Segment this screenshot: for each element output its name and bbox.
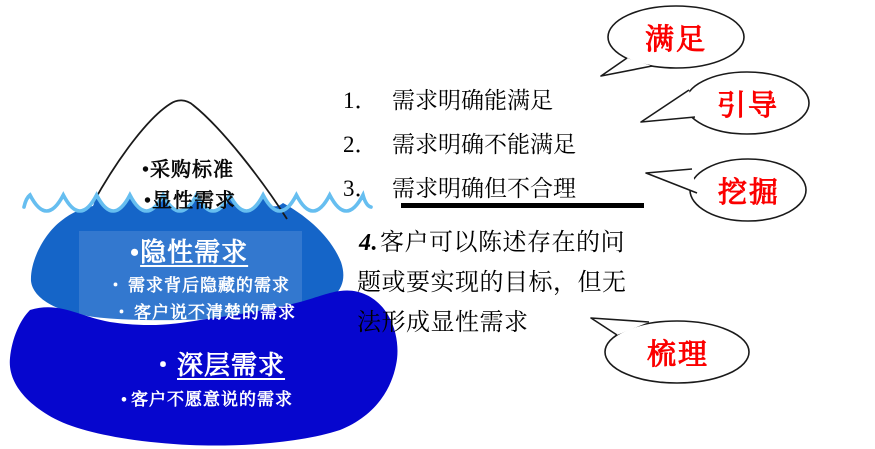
tip-label-text: 采购标准 bbox=[150, 159, 235, 181]
bullet-icon: • bbox=[130, 238, 141, 267]
deep-layer-title-text: 深层需求 bbox=[177, 351, 286, 380]
list-item-1-number: 1． bbox=[343, 88, 378, 113]
bullet-icon: ・ bbox=[107, 276, 125, 295]
note-line-1-text: 客户可以陈述存在的问 bbox=[380, 230, 625, 256]
list-item-2-text: 需求明确不能满足 bbox=[392, 132, 576, 157]
deep-layer-sub1 bbox=[121, 385, 293, 410]
bubble-label-yindao: 引导 bbox=[716, 89, 780, 122]
bullet-icon: ・ bbox=[150, 351, 178, 380]
note-line-2-text: 题或要实现的目标，但无 bbox=[357, 270, 627, 296]
bullet-icon: ・ bbox=[113, 303, 131, 322]
bubble-label-shuli: 梳理 bbox=[646, 338, 710, 371]
note-line-3-text: 法形成显性需求 bbox=[357, 310, 529, 336]
list-item-3-number: 3． bbox=[343, 176, 378, 201]
deep-layer-title bbox=[150, 345, 285, 382]
tip-label-purchase-criteria bbox=[142, 153, 234, 182]
list-item-1 bbox=[343, 82, 553, 115]
list-item-2 bbox=[343, 126, 576, 159]
hidden-layer-sub1-text: 需求背后隐藏的需求 bbox=[128, 276, 290, 295]
note-line-1 bbox=[359, 222, 625, 257]
bullet-icon: • bbox=[142, 159, 151, 181]
tip-label-text: 显性需求 bbox=[152, 190, 237, 212]
deep-layer-sub1-text: 客户不愿意说的需求 bbox=[130, 390, 293, 409]
note-number: 4. bbox=[359, 230, 378, 256]
list-item-3-text: 需求明确但不合理 bbox=[392, 176, 576, 201]
hidden-layer-title-text: 隐性需求 bbox=[140, 238, 249, 267]
speech-bubble-yindao-tail bbox=[641, 90, 695, 122]
bubble-label-wajue: 挖掘 bbox=[717, 176, 781, 209]
bullet-icon: • bbox=[144, 190, 153, 212]
speech-bubble-wajue-tail bbox=[646, 169, 697, 193]
note-line-2 bbox=[357, 262, 627, 297]
note-line-3 bbox=[357, 302, 529, 337]
list-item-1-text: 需求明确能满足 bbox=[392, 88, 553, 113]
bullet-icon: • bbox=[121, 390, 128, 409]
hidden-layer-title bbox=[130, 232, 248, 269]
hidden-layer-sub1 bbox=[107, 271, 290, 296]
tip-label-explicit-needs bbox=[144, 184, 236, 213]
list-item-3 bbox=[343, 170, 576, 203]
list-item-2-number: 2． bbox=[343, 132, 378, 157]
hidden-layer-sub2 bbox=[113, 298, 296, 323]
hidden-layer-sub2-text: 客户说不清楚的需求 bbox=[134, 303, 296, 322]
separator-line bbox=[401, 203, 644, 208]
bubble-label-manzu: 满足 bbox=[644, 23, 708, 56]
